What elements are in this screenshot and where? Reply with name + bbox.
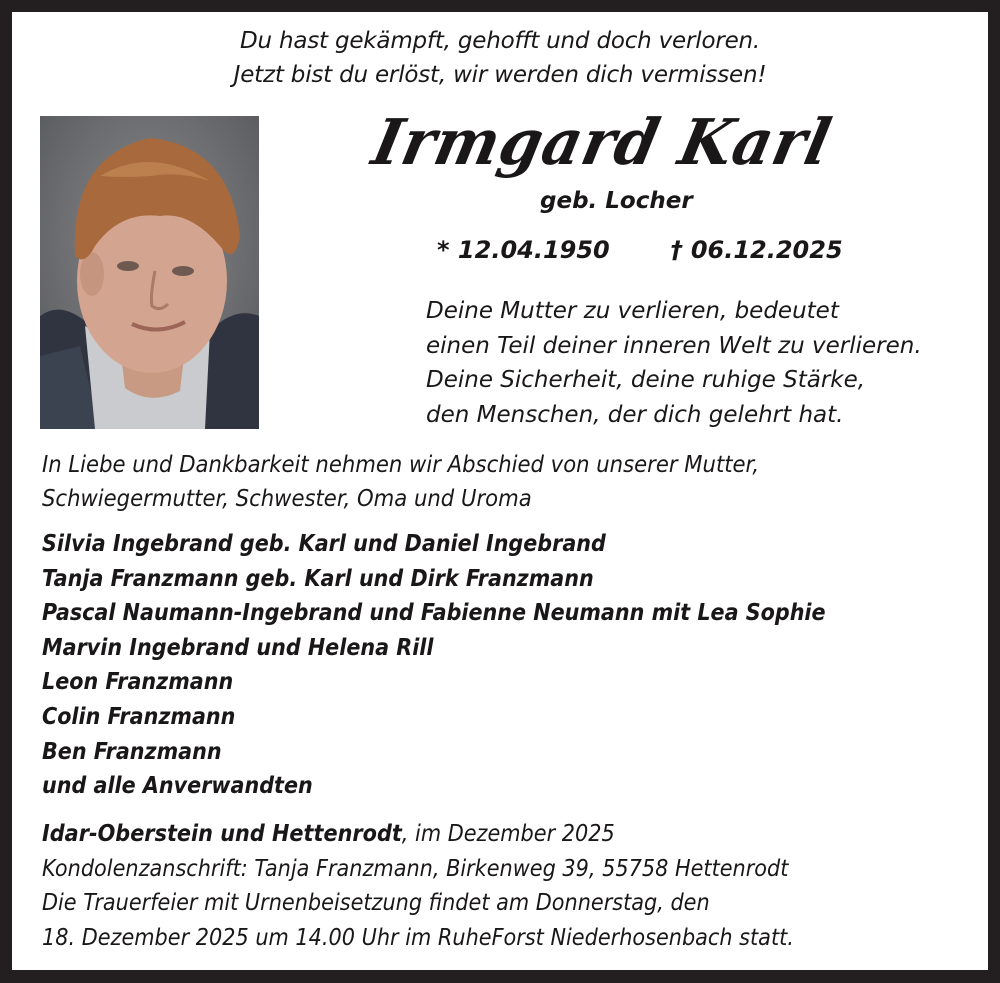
mourner: Silvia Ingebrand geb. Karl und Daniel Ingebrand bbox=[42, 531, 606, 557]
death-cross-icon: † bbox=[670, 236, 683, 264]
mourner: Leon Franzmann bbox=[42, 669, 234, 696]
mourner: Tanja Franzmann geb. Karl und Dirk Franzmann bbox=[42, 565, 594, 592]
motto-line-1: Du hast gekämpft, gehofft und doch verloren. bbox=[239, 28, 761, 54]
quote-line: Deine Mutter zu verlieren, bedeutet bbox=[426, 298, 839, 324]
place-date: , im Dezember 2025 bbox=[401, 821, 615, 847]
mourner: Marvin Ingebrand und Helena Rill bbox=[42, 634, 434, 661]
maiden-name: geb. Locher bbox=[540, 188, 693, 214]
funeral-info-line-1: Die Trauerfeier mit Urnenbeisetzung findet am Donnerstag, den bbox=[42, 890, 710, 916]
birth-date: 12.04.1950 bbox=[457, 236, 610, 264]
farewell-intro bbox=[42, 448, 759, 516]
portrait-illustration bbox=[40, 116, 259, 429]
mourner: Ben Franzmann bbox=[42, 738, 222, 765]
portrait-photo bbox=[40, 116, 259, 429]
footer-info bbox=[42, 817, 794, 955]
quote-line: einen Teil deiner inneren Welt zu verlieren. bbox=[426, 332, 922, 359]
quote-line: den Menschen, der dich gelehrt hat. bbox=[426, 401, 844, 428]
deceased-name: Irmgard Karl bbox=[366, 106, 838, 180]
death-date: 06.12.2025 bbox=[690, 236, 843, 264]
quote-line: Deine Sicherheit, deine ruhige Stärke, bbox=[426, 367, 866, 393]
mourner: Pascal Naumann-Ingebrand und Fabienne Neumann mit Lea Sophie bbox=[42, 600, 826, 627]
funeral-info-line-2: 18. Dezember 2025 um 14.00 Uhr im RuheForst Niederhosenbach statt. bbox=[42, 924, 794, 951]
birth-symbol-icon: * bbox=[437, 236, 450, 264]
quote-block bbox=[426, 294, 922, 432]
intro-line: Schwiegermutter, Schwester, Oma und Uroma bbox=[42, 486, 532, 512]
intro-line: In Liebe und Dankbarkeit nehmen wir Abschied von unserer Mutter, bbox=[42, 452, 760, 478]
mourner: Colin Franzmann bbox=[42, 703, 236, 730]
condolence-address: Kondolenzanschrift: Tanja Franzmann, Birkenweg 39, 55758 Hettenrodt bbox=[42, 855, 789, 882]
obituary-notice bbox=[12, 12, 988, 970]
place: Idar-Oberstein und Hettenrodt bbox=[42, 821, 402, 847]
mourner: und alle Anverwandten bbox=[42, 773, 313, 800]
place-date-line bbox=[42, 817, 794, 852]
motto-line-2: Jetzt bist du erlöst, wir werden dich vermissen! bbox=[233, 62, 767, 88]
mourners-list bbox=[42, 527, 826, 804]
life-dates bbox=[437, 236, 843, 264]
